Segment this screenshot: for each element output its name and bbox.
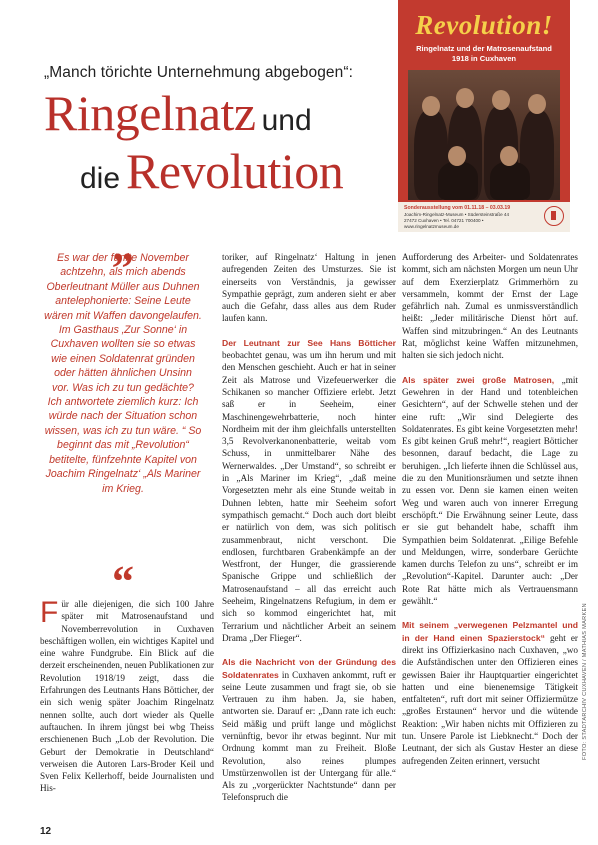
paragraph-text: „mit Gewehren in der Hand und totenbleichen Gesichtern“, auf der Schwelle stehen und der eine ruft: „Wir sind Delegierte des Soldatenrates. Es gibt keine Vorgesetzten mehr! Es gibt keinen Gruß mehr!“, reagiert Bötticher besonnen, darauf bedacht, die Lage zu beruhigen. „Ich lieferte ihnen die Schlüssel aus, die zu den Munitionsräumen und setzte ihnen zu essen vor. Denn sie kamen einen weiten Weg und waren auch von innerer Erregung erschöpft.“ Die Erwähnung seiner Leute, dass er sie gut behandelt habe, schafft ihm Sympathien beim Soldatenrat. „Eilige Befehle und Meldungen, wirre, sonderbare Gerüchte kamen durchs Telefon zu uns“, schreibt er im „Revolution“-Kapitel. Darunter auch: „Der Rote Rat hätte mich als Vertrauensmann gewählt.“: [402, 374, 578, 607]
sailor-figure: [438, 162, 478, 200]
poster-photo-sailors: [408, 70, 560, 200]
subheading: Als später zwei große Matrosen,: [402, 374, 555, 385]
poster-subtitle-line1: Ringelnatz und der Matrosenaufstand: [416, 44, 552, 53]
subheading: Als die Nachricht von der Gründung des Soldatenrates: [222, 657, 396, 680]
exhibition-poster: [398, 0, 570, 232]
pull-quote: Es war der fünfte November achtzehn, als mich abends Oberleutnant Müller aus Duhnen antelephonierte: Seine Leute wären mit Waffen davongelaufen. Im Gasthaus ‚Zur Sonne‘ in Cuxhaven wollten sie so etwas wie einen Soldatenrat gründen oder hätten ähnlichen Unsinn vor. Was ich zu tun gedächte? Ich antwortete ziemlich kurz: Ich würde nach der Situation schon wissen, was ich zu tun wäre. “ So beginnt das mit „Revolution“ betitelte, fünfzehnte Kapitel von Joachim Ringelnatz‘ „Als Mariner im Krieg.: [44, 252, 202, 495]
paragraph: [402, 374, 578, 608]
poster-title: Revolution!: [415, 10, 553, 40]
headline-word-die: die: [80, 162, 121, 195]
paragraph-text: in Cuxhaven ankommt, ruft er seine Leute zusammen und fragt sie, ob sie Vertrauen zu ihm haben. Ja, sie haben, antworten sie. Darauf er: „Dann rate ich euch: Seid mäßig und prüft lange und möglichst vernünftig, bevor ihr etwas beginnt. Nur mit Ordnung kommt man zu Freiheit. Bloße Revolution, also reines plumpes Umstürzenwollen ist der Untergang für alle.“ Als zu „vorgerückter Nachtstunde“ dann per Telefonspruch die: [222, 669, 396, 803]
paragraph: Aufforderung des Arbeiter- und Soldatenrates kommt, sich am nächsten Morgen um neun Uhr auf dem Exerzierplatz Grimmerhörn zu versammeln, kommt der Ernst der Lage gefährlich nah. Zumal es unmissverständlich heißt: „Jeder militärische Dienst hört auf. Waffen sind mitzubringen.“ An des Leutnants Rat, möglichst keine Waffen mitzunehmen, halten sie sich jedoch nicht.: [402, 252, 578, 361]
poster-subtitle-line2: 1918 in Cuxhaven: [451, 54, 517, 63]
text-column-1: [40, 598, 214, 795]
headline-word-und: und: [261, 104, 312, 137]
paragraph: [402, 619, 578, 767]
kicker: „Manch törichte Unternehmung abgebogen“:: [44, 64, 354, 81]
poster-footer-line: 27472 Cuxhaven • Tel. 04721 700400 • www.ringelnatzmuseum.de: [404, 218, 484, 229]
paragraph: [222, 337, 396, 644]
poster-footer: [398, 202, 570, 232]
text-column-3: [402, 251, 578, 767]
poster-subtitle: [398, 44, 570, 64]
subheading: Der Leutnant zur See Hans Bötticher: [222, 337, 396, 348]
poster-footer-title: Sonderausstellung vom 01.11.18 – 03.03.19: [404, 205, 511, 211]
poster-footer-line: Joachim-Ringelnatz-Museum • Südersteinstraße 44: [404, 212, 510, 217]
text-column-2: [222, 251, 396, 804]
sailor-figure: [490, 162, 530, 200]
page-number: 12: [40, 826, 52, 837]
sailor-head: [456, 88, 474, 108]
paragraph-text: ür alle diejenigen, die sich 100 Jahre später mit Matrosenaufstand und Novemberrevolution in Cuxhaven beschäftigen wollen, ein wichtiges Kapitel und eine wahre Fundgrube. Ein Blick auf die derzeit erscheinenden, neuen Publikationen zur Revolution 1918/19 zeigt, dass die Erfahrungen des Leutnants Hans Bötticher, der ein sich wenig später Joachim Ringelnatz nennen sollte, auch dort wieder als Quelle auftauchen. In ihrem jüngst bei wbg Theiss erschienenen Buch „Lob der Revolution. Die Geburt der Demokratie in Deutschland“ verweisen die Autoren Lars-Broder Keil und Sven Felix Kellerhoff, beide Journalisten und His-: [40, 599, 214, 794]
drop-cap: F: [40, 596, 59, 629]
paragraph-text: beobachtet genau, was um ihn herum und mit den Menschen geschieht. Auch er hat in seiner Zeit als Matrose und Vizefeuerwerker die Schikanen so mancher Offiziere erlebt. Jetzt saß er in Seeheim, einer Maschinengewehrbatterie, noch hinter Nordheim mit der ihm gleichfalls unterstellten 3,5 Revolverkanonenbatterie, weitab vom Schuss, in unmittelbarer Nähe des Wernerwaldes. „Der Umstand“, so schreibt er in „Als Mariner im Krieg“, „daß meine Vorgesetzten mehr als eine Stunde weitab in Duhnen lebten, hatte mir Seeheim sofort sympathisch gemacht.“ Doch auch dort bleibt er natürlich von dem, was sich politisch zusammenbraut, nicht verschont. Die endlosen, furchtbaren Grabenkämpfe an der Westfront, der Hunger, die grassierende Spanische Grippe und schließlich der Matrosenaufstand – all das erreicht auch Seeheim, Ringelnatzens Refugium, in dem er sich so kommod eingerichtet hat, mit Terrarium und nächtlicher Arbeit an seinem Drama „Der Flieger“.: [222, 350, 396, 643]
paragraph: toriker, auf Ringelnatz‘ Haltung in jenen aufregenden Zeiten des Umsturzes. Sie ist einerseits von Verständnis, ja gewisser Sympathie geprägt, zum anderen sieht er aber auch die Gefahr, dass alles aus dem Ruder laufen kann.: [222, 252, 396, 324]
quote-close-mark: “: [112, 557, 134, 606]
sailor-head: [528, 94, 546, 114]
quote-open-mark: „: [112, 221, 134, 270]
paragraph-text: geht er direkt ins Offizierkasino nach Cuxhaven, „wo die Aufständischen unter den Offizieren eines gewissen Baier ihr Hauptquartier eingerichtet hatten und eine bienenemsige Tätigkeit entfalteten“, ruft dort mit seiner Offiziermütze „großes Erstaunen“ hervor und die wütende Reaktion: „Wir haben nichts mit Offizieren zu tun. Unsere Parole ist Liebknecht.“ Doch der Leutnant, der sich als Gustav Hester an diese aufregenden Zeiten erinnert, versucht: [402, 632, 578, 766]
museum-logo-icon: [544, 206, 564, 226]
paragraph: [222, 656, 396, 804]
paragraph: [40, 598, 214, 795]
headline-word-ringelnatz: Ringelnatz: [44, 85, 256, 141]
sailor-head: [500, 146, 518, 166]
sailor-head: [448, 146, 466, 166]
sailor-head: [422, 96, 440, 116]
subheading: Mit seinem „verwegenen Pelzmantel und in der Hand einen Spazierstock“: [402, 620, 578, 643]
photo-credit: FOTO: STADTARCHIV CUXHAVEN / MATHIAS MARKEN: [582, 603, 588, 760]
headline-word-revolution: Revolution: [126, 143, 344, 199]
sailor-head: [492, 90, 510, 110]
